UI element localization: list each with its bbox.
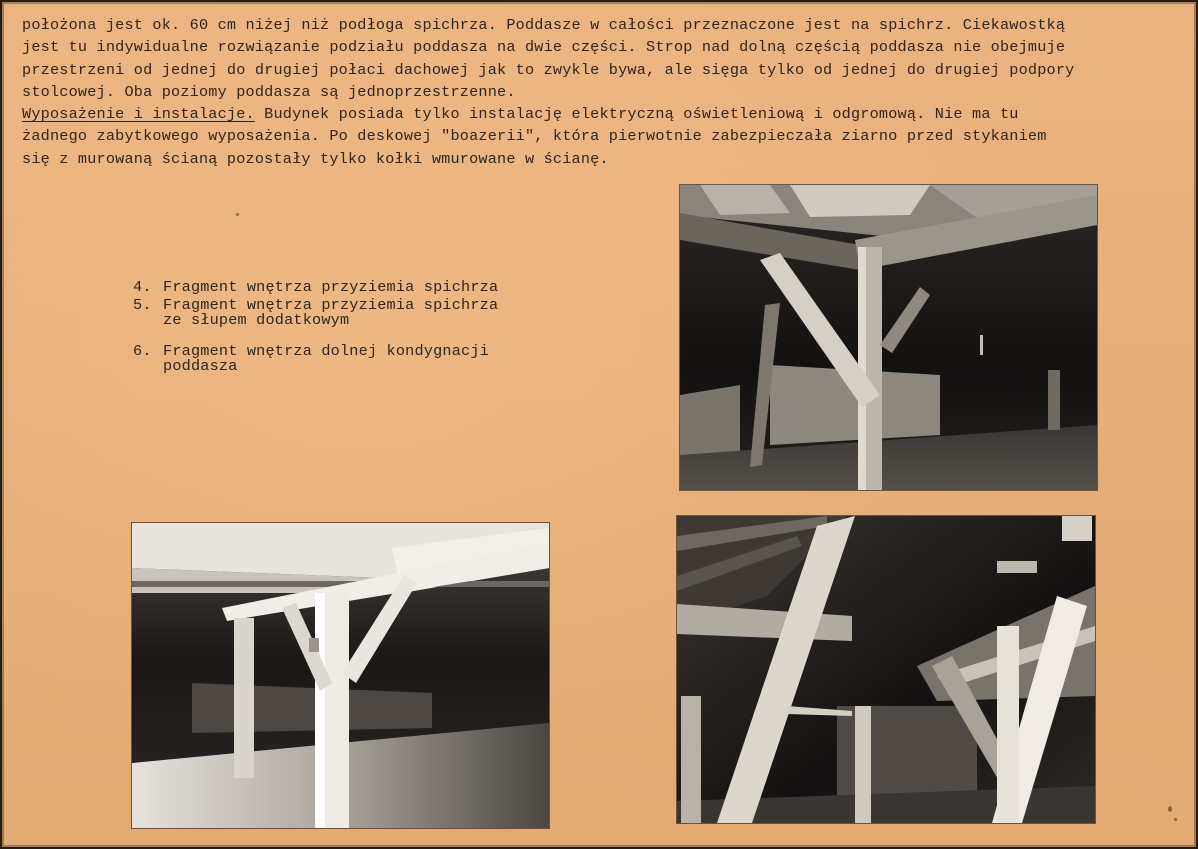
section-heading: Wyposażenie i instalacje. (22, 105, 255, 124)
caption-number: 5. (133, 296, 152, 314)
photo-roof-truss-interior (677, 516, 1095, 823)
caption-text: Fragment wnętrza przyziemia spichrza (163, 296, 499, 314)
caption-item (133, 298, 498, 328)
body-line: położona jest ok. 60 cm niżej niż podłoga spichrza. Poddasze w całości przeznaczone jest na spichrz. Ciekawostką (22, 16, 1066, 34)
photo-attic-graphic (680, 185, 1097, 490)
photo-attic-interior (680, 185, 1097, 490)
caption-text: Fragment wnętrza dolnej kondygnacji (163, 342, 489, 360)
body-line: przestrzeni od jednej do drugiej połaci dachowej jak to zwykle bywa, ale sięga tylko od jednej do drugiej podpory (22, 60, 1075, 79)
body-line (22, 103, 1182, 125)
body-line: się z murowaną ścianą pozostały tylko kołki wmurowane w ścianę. (22, 149, 609, 168)
body-line-continuation: Budynek posiada tylko instalację elektryczną oświetleniową i odgromową. Nie ma tu (254, 105, 1019, 124)
paper-speck (1168, 806, 1172, 812)
caption-number: 4. (133, 278, 152, 296)
paper-speck (1174, 818, 1177, 821)
caption-item (133, 280, 498, 295)
photo-captions (133, 280, 498, 377)
paper-speck (236, 213, 239, 216)
photo-roof-truss-graphic (677, 516, 1095, 823)
caption-text: poddasza (163, 357, 238, 375)
photo-ground-floor-graphic (132, 523, 549, 828)
document-body-text (22, 14, 1182, 170)
caption-text: Fragment wnętrza przyziemia spichrza (163, 278, 499, 296)
caption-number: 6. (133, 342, 152, 360)
photo-ground-floor-interior (132, 523, 549, 828)
body-line: żadnego zabytkowego wyposażenia. Po deskowej "boazerii", która pierwotnie zabezpieczała ziarno przed stykaniem (22, 127, 1047, 146)
caption-text: ze słupem dodatkowym (163, 311, 350, 329)
body-line: jest tu indywidualne rozwiązanie podziału poddasza na dwie części. Strop nad dolną częścią poddasza nie obejmuje (22, 38, 1066, 57)
body-line: stolcowej. Oba poziomy poddasza są jednoprzestrzenne. (22, 82, 516, 101)
caption-item (133, 344, 498, 374)
